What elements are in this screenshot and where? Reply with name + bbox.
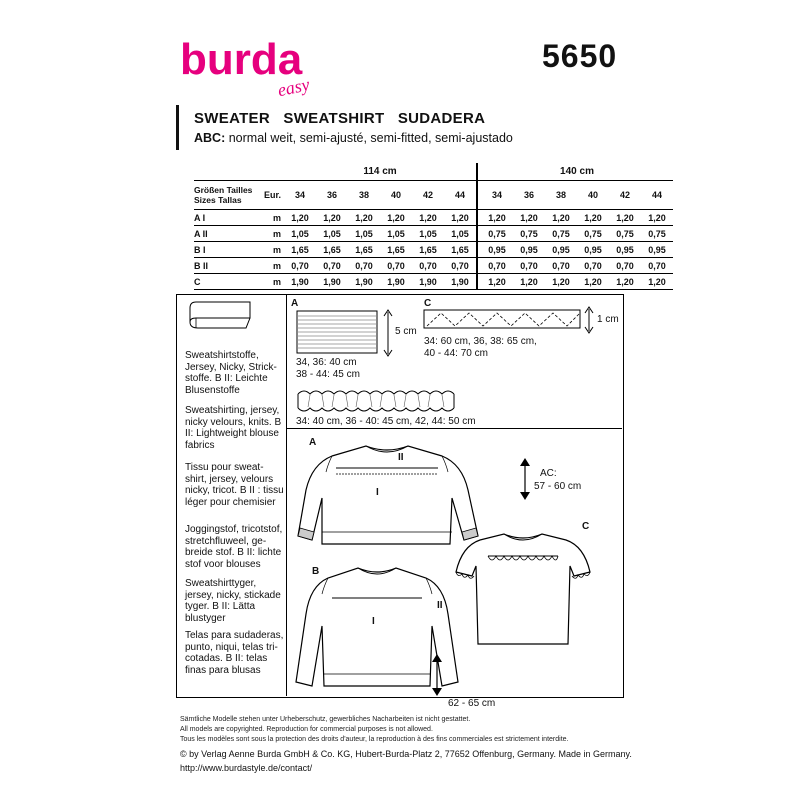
length-arrow-ac [518, 456, 532, 502]
pattern-number: 5650 [542, 38, 618, 74]
fabric-requirements-table [194, 163, 673, 290]
height-arrow-c [583, 306, 595, 334]
table-row: B II m 0,70 0,70 0,70 0,70 0,70 0,70 0,70 0,70 0,70 0,70 0,70 0,70 [194, 258, 673, 274]
table-row: A II m 1,05 1,05 1,05 1,05 1,05 1,05 0,75 0,75 0,75 0,75 0,75 0,75 [194, 226, 673, 242]
table-row: C m 1,90 1,90 1,90 1,90 1,90 1,90 1,20 1,20 1,20 1,20 1,20 1,20 [194, 274, 673, 290]
fabric-text-fr: Tissu pour sweat-shirt, jersey, velours nicky, tricot. B II : tissu léger pour chemisier [185, 462, 284, 508]
copyright-fr: Tous les modèles sont sous la protection des droits d'auteur, la reproduction à des fins commerciales est strictement interdite. [180, 736, 569, 743]
width-140-label: 140 cm [481, 163, 673, 181]
table-row: A I m 1,20 1,20 1,20 1,20 1,20 1,20 1,20 1,20 1,20 1,20 1,20 1,20 [194, 210, 673, 226]
garment-title: SWEATER SWEATSHIRT SUDADERA [194, 110, 486, 127]
view-a-piece-ii: II [398, 452, 404, 463]
contact-link[interactable]: http://www.burdastyle.de/contact/ [180, 763, 313, 773]
svg-text:burda: burda [180, 35, 303, 84]
piece-a-label: A [291, 298, 299, 309]
gathered-ruffle [294, 386, 462, 416]
fabric-text-de: Sweatshirtstoffe, Jersey, Nicky, Strick-stoffe. B II: Leichte Blusenstoffe [185, 350, 277, 396]
piece-a-length-2: 38 - 44: 45 cm [296, 369, 360, 380]
view-c-label: C [582, 521, 590, 532]
publisher-address: © by Verlag Aenne Burda GmbH & Co. KG, Hubert-Burda-Platz 2, 77652 Offenburg, Germany. Made in Germany. [180, 749, 632, 759]
blouse-view-c [448, 526, 598, 654]
fit-description: ABC: normal weit, semi-ajusté, semi-fitted, semi-ajustado [194, 131, 513, 145]
piece-c-height: 1 cm [597, 314, 619, 325]
view-b-piece-ii: II [437, 600, 443, 611]
width-114-label: 114 cm [284, 163, 477, 181]
piece-c-label: C [424, 298, 432, 309]
copyright-en: All models are copyrighted. Reproduction for commercial purposes is not allowed. [180, 726, 433, 733]
piece-a-length-1: 34, 36: 40 cm [296, 357, 357, 368]
svg-text:easy: easy [275, 74, 312, 101]
ruffle-strip-a [296, 310, 381, 355]
fabric-text-sv: Sweatshirttyger, jersey, nicky, stickade tyger. B II: Lätta blustyger [185, 578, 281, 624]
ruffle-strip-c [423, 308, 583, 332]
panel-divider [286, 428, 622, 429]
view-a-label: A [309, 437, 317, 448]
piece-a-height: 5 cm [395, 326, 417, 337]
size-row: Größen Tailles Sizes Tallas Eur. 34 36 38 40 42 44 34 36 38 40 42 44 [194, 181, 673, 210]
fabric-text-nl: Joggingstof, tricotstof, stretchfluweel, ge-breide stof. B II: lichte stof voor blouses [185, 524, 283, 570]
length-ac-value: 57 - 60 cm [534, 481, 582, 492]
length-arrow-b [430, 652, 444, 698]
fabric-roll-icon [186, 300, 256, 332]
fabric-text-en: Sweatshirting, jersey, nicky velours, knits. B II: Lightweight blouse fabrics [185, 405, 282, 451]
length-b-value: 62 - 65 cm [448, 698, 496, 709]
length-ac-label: AC: [540, 468, 557, 479]
height-arrow-a [382, 308, 394, 358]
copyright-de: Sämtliche Modelle stehen unter Urheberschutz, gewerbliches Nacharbeiten ist nicht gestattet. [180, 716, 471, 723]
fabric-text-es: Telas para sudaderas, punto, niqui, telas tri-cotadas. B II: telas finas para blusas [185, 630, 284, 676]
table-row: B I m 1,65 1,65 1,65 1,65 1,65 1,65 0,95 0,95 0,95 0,95 0,95 0,95 [194, 242, 673, 258]
burda-easy-logo [180, 32, 330, 102]
title-bar [176, 105, 179, 150]
view-b-piece-i: I [372, 616, 375, 627]
view-a-piece-i: I [376, 487, 379, 498]
view-b-label: B [312, 566, 320, 577]
piece-c-length-2: 40 - 44: 70 cm [424, 348, 488, 359]
piece-c-length-1: 34: 60 cm, 36, 38: 65 cm, [424, 336, 537, 347]
ruffle-length: 34: 40 cm, 36 - 40: 45 cm, 42, 44: 50 cm [296, 416, 476, 427]
